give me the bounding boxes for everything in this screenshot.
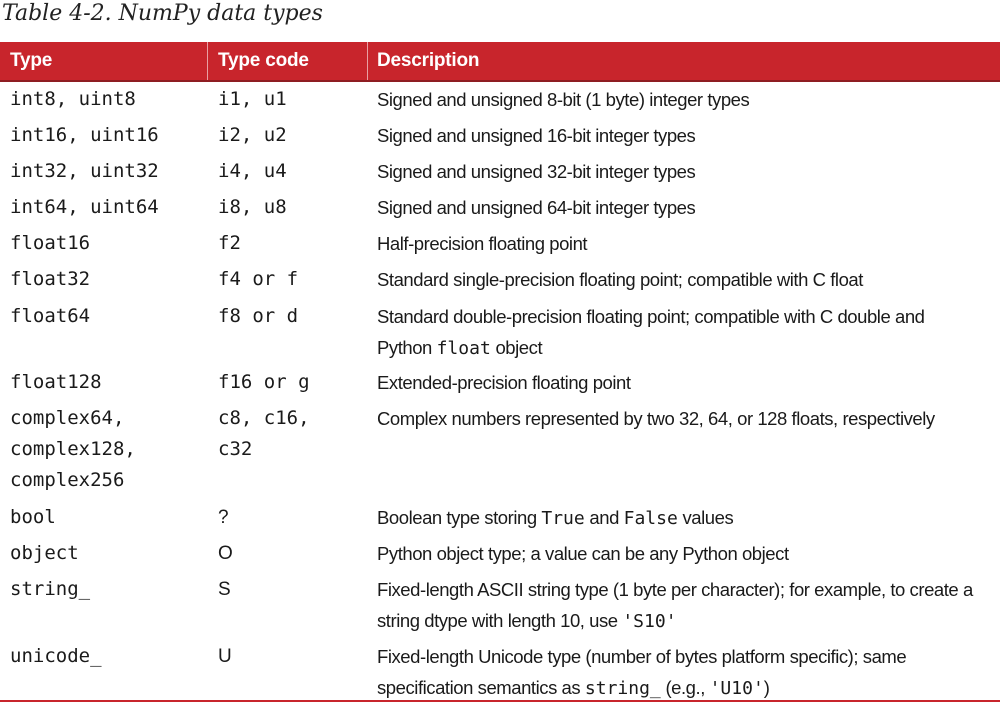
description-cell — [377, 301, 925, 364]
table-row — [0, 538, 1000, 574]
inline-code: 'S10' — [622, 611, 677, 632]
table-row — [0, 641, 1000, 705]
inline-code: string_ — [584, 678, 661, 699]
table-row — [0, 574, 1000, 641]
numpy-dtypes-table — [0, 42, 1000, 703]
table-row — [0, 228, 1000, 264]
type-code-cell: i1, u1 — [218, 88, 287, 110]
description-text: ) — [763, 677, 770, 698]
type-cell: float128 — [10, 371, 102, 393]
type-cell: bool — [10, 506, 56, 528]
table-row — [0, 156, 1000, 192]
type-cell: int8, uint8 — [10, 88, 136, 110]
table-row — [0, 502, 1000, 538]
description-cell: Signed and unsigned 32-bit integer types — [377, 161, 696, 182]
table-row — [0, 301, 1000, 367]
inline-code: float — [436, 338, 491, 359]
type-code-cell: f8 or d — [218, 305, 299, 327]
description-text: object — [490, 337, 543, 358]
description-cell — [377, 574, 973, 637]
description-cell — [377, 641, 906, 704]
description-line: Fixed-length ASCII string type (1 byte per character); for example, to create a — [377, 579, 973, 600]
type-code-cell: i8, u8 — [218, 196, 287, 218]
type-code-cell: i2, u2 — [218, 124, 287, 146]
description-line — [377, 332, 925, 364]
type-code-cell: f16 or g — [218, 371, 310, 393]
description-cell: Standard single-precision floating point; compatible with C float — [377, 269, 863, 290]
description-text: string dtype with length 10, use — [377, 610, 623, 631]
description-cell: Signed and unsigned 8-bit (1 byte) integer types — [377, 89, 750, 110]
description-line: Fixed-length Unicode type (number of bytes platform specific); same — [377, 646, 907, 667]
description-text: Python — [377, 337, 437, 358]
description-text: values — [677, 507, 734, 528]
table-row — [0, 367, 1000, 403]
description-cell — [377, 502, 733, 534]
header-description: Description — [377, 50, 480, 71]
type-cell: float64 — [10, 305, 91, 327]
description-cell: Signed and unsigned 16-bit integer types — [377, 125, 696, 146]
description-cell: Extended-precision floating point — [377, 372, 631, 393]
type-line: complex64, — [10, 407, 125, 429]
description-cell: Python object type; a value can be any Python object — [377, 543, 789, 564]
type-cell: unicode_ — [10, 645, 102, 667]
description-line: Standard double-precision floating point; compatible with C double and — [377, 306, 925, 327]
type-code-cell: f2 — [218, 232, 241, 254]
type-cell — [10, 403, 136, 496]
description-cell: Signed and unsigned 64-bit integer types — [377, 197, 696, 218]
header-separator — [367, 42, 368, 80]
table-row — [0, 84, 1000, 120]
description-text: specification semantics as — [377, 677, 585, 698]
description-text: and — [584, 507, 624, 528]
description-line — [377, 605, 973, 637]
type-code-cell — [218, 403, 310, 465]
description-cell: Half-precision floating point — [377, 233, 588, 254]
type-line: complex128, — [10, 438, 136, 460]
table-row — [0, 192, 1000, 228]
type-code-line: c32 — [218, 438, 253, 460]
table-row — [0, 120, 1000, 156]
type-cell: string_ — [10, 578, 91, 600]
inline-code: False — [623, 508, 678, 529]
inline-code: 'U10' — [709, 678, 764, 699]
type-code-cell: f4 or f — [218, 268, 299, 290]
type-line: complex256 — [10, 469, 125, 491]
table-row — [0, 264, 1000, 301]
type-code-cell: U — [218, 646, 232, 667]
header-separator — [207, 42, 208, 80]
type-cell: int64, uint64 — [10, 196, 159, 218]
type-code-cell: O — [218, 543, 233, 564]
type-cell: float16 — [10, 232, 91, 254]
description-text: (e.g., — [660, 677, 710, 698]
type-code-cell: S — [218, 579, 231, 600]
type-code-line: c8, c16, — [218, 407, 310, 429]
table-header — [0, 42, 1000, 82]
header-type-code: Type code — [218, 50, 309, 71]
type-cell: object — [10, 542, 79, 564]
header-type: Type — [10, 50, 53, 71]
table-bottom-rule — [0, 700, 1000, 702]
type-cell: int32, uint32 — [10, 160, 159, 182]
inline-code: True — [541, 508, 585, 529]
table-row — [0, 403, 1000, 502]
description-cell: Complex numbers represented by two 32, 64, or 128 floats, respectively — [377, 408, 935, 429]
description-text: Boolean type storing — [377, 507, 542, 528]
type-cell: int16, uint16 — [10, 124, 159, 146]
type-cell: float32 — [10, 268, 91, 290]
type-code-cell: i4, u4 — [218, 160, 287, 182]
type-code-cell: ? — [218, 507, 229, 528]
table-caption: Table 4-2. NumPy data types — [2, 1, 323, 26]
